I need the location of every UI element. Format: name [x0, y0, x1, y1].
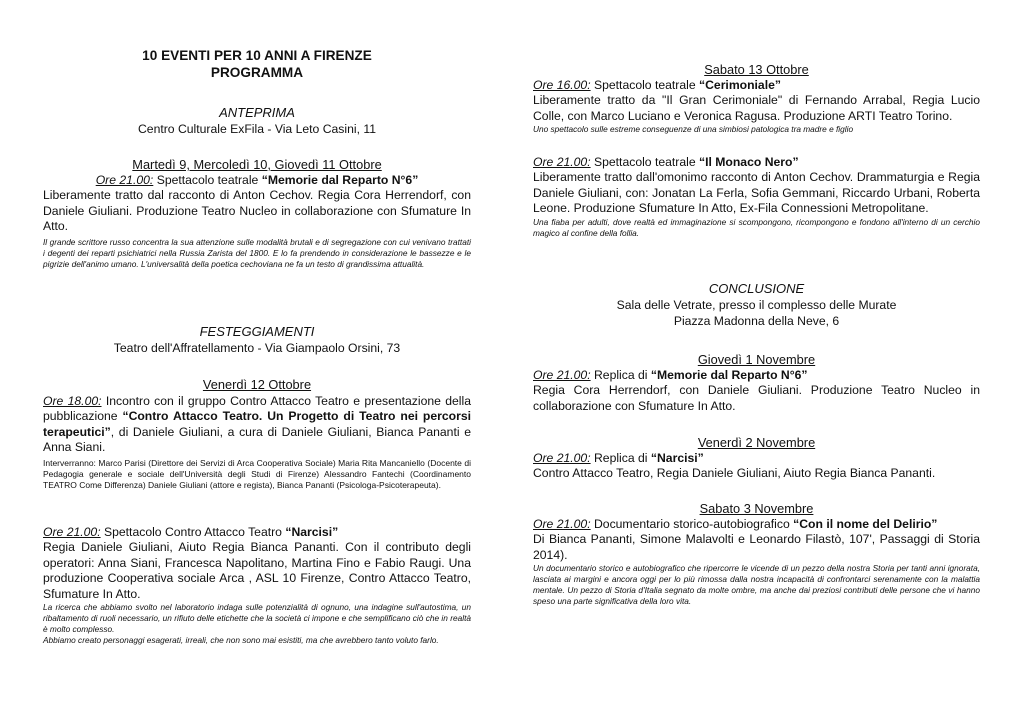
page-title — [43, 47, 471, 81]
narcisi-body: Regia Daniele Giuliani, Aiuto Regia Bianca Pananti. Con il contributo degli operatori: Anna Siani, Francesca Napolitano, Martina Fino e Fabio Raugi. Una produzione Cooperativa sociale Arca , ASL 10 Firenze, Contro Attacco Teatro, Sfumature In Atto. — [43, 540, 471, 601]
anteprima-date: Martedì 9, Mercoledì 10, Giovedì 11 Ottobre — [132, 157, 382, 172]
sabato-3-show-title: “Con il nome del Delirio” — [793, 517, 938, 531]
narcisi-show-title: “Narcisi” — [285, 525, 339, 539]
anteprima-kind: Spettacolo teatrale — [156, 173, 259, 187]
giovedi-show-title: “Memorie dal Reparto N°6” — [650, 368, 808, 382]
giovedi-time: Ore 21.00: — [533, 368, 591, 382]
venerdi-2-time-line — [533, 451, 980, 466]
narcisi-event — [43, 525, 471, 646]
incontro-publication-title: “Contro Attacco Teatro. Un Progetto di Teatro nei percorsi terapeutici” — [43, 409, 471, 439]
giovedi-kind: Replica di — [593, 368, 648, 382]
sabato-13-section — [533, 62, 980, 135]
anteprima-body: Liberamente tratto dal racconto di Anton Cechov. Regia Cora Herrendorf, con Daniele Giuliani. Produzione Teatro Nucleo in collaborazione con Sfumature In Atto. — [43, 188, 471, 234]
festeggiamenti-venue: Teatro dell'Affratellamento - Via Giampaolo Orsini, 73 — [113, 341, 401, 355]
sabato-3-note: Un documentario storico e autobiografico che ripercorre le vicende di un pezzo della nostra Storia per tanti anni ignorata, lasciata ai margini e ancora oggi per lo più rimossa dalla nostra incapacità di confrontarci serenamente con la malattia mentale. Un pezzo di Storia d'Italia segnato da molte ombre, ma anche dai preziosi contributi delle persone che vi hanno speso una parte significativa della loro vita. — [533, 563, 980, 607]
conclusione-section — [533, 281, 980, 329]
monaco-show-title: “Il Monaco Nero” — [699, 155, 799, 169]
venerdi-2-show-title: “Narcisi” — [650, 451, 704, 465]
festeggiamenti-heading: FESTEGGIAMENTI — [199, 324, 315, 339]
monaco-kind: Spettacolo teatrale — [593, 155, 696, 169]
monaco-body: Liberamente tratto dall'omonimo racconto di Anton Cechov. Drammaturgia e Regia Daniele Giuliani, con: Jonatan La Ferla, Sofia Gemmani, Riccardo Urbani, Roberta Leone. Produzione Sfumature In Atto, Ex-Fila Connessioni Metropolitane. — [533, 170, 980, 216]
venerdi-2-time: Ore 21.00: — [533, 451, 591, 465]
venerdi-12-date: Venerdì 12 Ottobre — [202, 377, 312, 392]
venerdi-2-date: Venerdì 2 Novembre — [697, 435, 816, 450]
cerimoniale-show-title: “Cerimoniale” — [699, 78, 781, 92]
conclusione-venue-line-2: Piazza Madonna della Neve, 6 — [673, 314, 840, 328]
conclusione-venue-line-1: Sala delle Vetrate, presso il complesso delle Murate — [616, 298, 897, 312]
incontro-text-before: Incontro con il gruppo Contro Attacco Teatro e presentazione della pubblicazione — [43, 394, 471, 424]
monaco-nero-event — [533, 155, 980, 239]
sabato-3-event — [533, 501, 980, 607]
venerdi-12-event — [43, 377, 471, 491]
anteprima-note: Il grande scrittore russo concentra la sua attenzione sulle modalità brutali e di segregazione con cui venivano trattati i degenti dei reparti psichiatrici nella Russia Zarista del 1800. E lo fa prendendo in considerazione le bassezze e le pigrizie dell'animo umano. L'universalità della poetica cechoviana ne fa un testo di grandissima attualità. — [43, 236, 471, 269]
venerdi-2-kind: Replica di — [593, 451, 648, 465]
sabato-13-date: Sabato 13 Ottobre — [704, 62, 809, 77]
title-line-2: PROGRAMMA — [210, 65, 304, 80]
monaco-note: Una fiaba per adulti, dove realtà ed immaginazione si scompongono, ricompongono e fondono all'interno di un cerchio magico al confine della follia. — [533, 216, 980, 238]
giovedi-time-line — [533, 368, 980, 383]
title-line-1: 10 EVENTI PER 10 ANNI A FIRENZE — [142, 48, 372, 63]
monaco-time: Ore 21.00: — [533, 155, 591, 169]
cerimoniale-time: Ore 16.00: — [533, 78, 591, 92]
incontro-speakers: Interverranno: Marco Parisi (Direttore dei Servizi di Arca Cooperativa Sociale) Maria Rita Mancaniello (Docente di Pedagogia generale e sociale dell'Università degli Studi di Firenze) Alessandro Fantechi (Coordinamento TEATRO Come Differenza) Daniele Giuliani (attore e regista), Bianca Pananti (Psicologa-Psicoterapeuta). — [43, 457, 471, 491]
sabato-3-body: Di Bianca Pananti, Simone Malavolti e Leonardo Filastò, 107', Passaggi di Storia 2014). — [533, 532, 980, 562]
incontro-text — [43, 394, 471, 456]
narcisi-time: Ore 21.00: — [43, 525, 101, 539]
festeggiamenti-section — [43, 324, 471, 356]
giovedi-body: Regia Cora Herrendorf, con Daniele Giuliani. Produzione Teatro Nucleo in collaborazione con Sfumature In Atto. — [533, 383, 980, 413]
venerdi-2-body: Contro Attacco Teatro, Regia Daniele Giuliani, Aiuto Regia Bianca Pananti. — [533, 466, 936, 481]
sabato-3-kind: Documentario storico-autobiografico — [593, 517, 790, 531]
monaco-time-line — [533, 155, 980, 170]
cerimoniale-time-line — [533, 78, 980, 93]
cerimoniale-kind: Spettacolo teatrale — [593, 78, 696, 92]
incontro-text-after: , di Daniele Giuliani, a cura di Daniele Giuliani, Bianca Pananti e Anna Siani. — [43, 424, 471, 455]
cerimoniale-note: Uno spettacolo sulle estreme conseguenze di una simbiosi patologica tra madre e figlio — [533, 124, 854, 135]
narcisi-time-line — [43, 525, 471, 540]
narcisi-note-1: La ricerca che abbiamo svolto nel laboratorio indaga sulle potenzialità di ognuno, una indagine sull'autostima, un ribaltamento di ruoli necessario, un rifiuto delle etichette che la società ci impone e che semplificano ciò che in realtà è molto complesso. — [43, 602, 471, 635]
anteprima-section — [43, 105, 471, 137]
anteprima-show-title: “Memorie dal Reparto N°6” — [261, 173, 419, 187]
anteprima-time: Ore 21.00: — [95, 173, 154, 187]
cerimoniale-body: Liberamente tratto da "Il Gran Cerimoniale" di Fernando Arrabal, Regia Lucio Colle, con Marco Luciano e Veronica Ragusa. Produzione ARTI Teatro Torino. — [533, 93, 980, 123]
conclusione-heading: CONCLUSIONE — [708, 281, 805, 296]
giovedi-1-event — [533, 352, 980, 414]
anteprima-event — [43, 157, 471, 270]
venerdi-2-event — [533, 435, 980, 482]
giovedi-1-date: Giovedì 1 Novembre — [697, 352, 816, 367]
anteprima-heading: ANTEPRIMA — [219, 105, 295, 120]
anteprima-time-line — [43, 173, 471, 188]
incontro-time: Ore 18.00: — [43, 394, 102, 408]
anteprima-venue: Centro Culturale ExFila - Via Leto Casini, 11 — [138, 122, 376, 136]
sabato-3-time-line — [533, 517, 980, 532]
sabato-3-date: Sabato 3 Novembre — [699, 501, 814, 516]
narcisi-kind: Spettacolo Contro Attacco Teatro — [103, 525, 282, 539]
narcisi-note-2: Abbiamo creato personaggi esagerati, irreali, che non sono mai esistiti, ma che avrebbero tanto voluto farlo. — [43, 635, 439, 646]
sabato-3-time: Ore 21.00: — [533, 517, 591, 531]
